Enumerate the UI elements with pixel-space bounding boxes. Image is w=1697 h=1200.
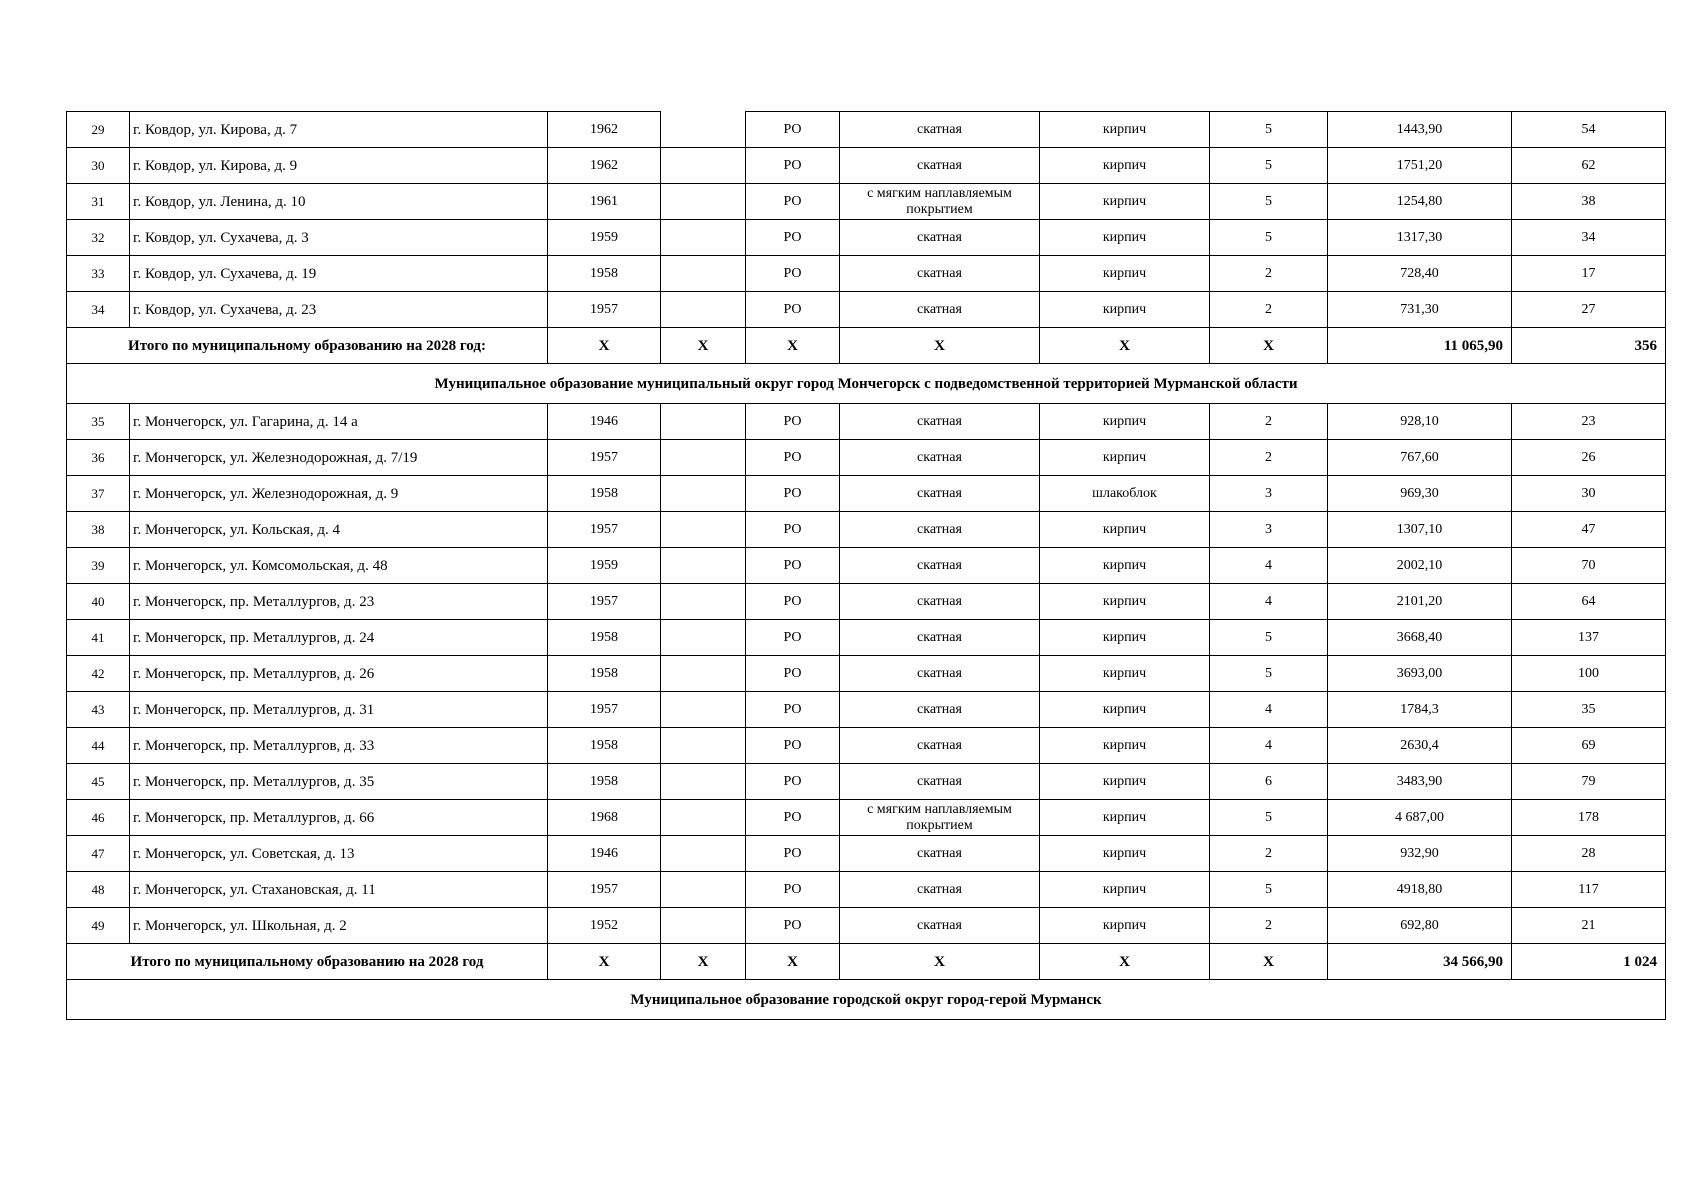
area-cell: 2630,4 <box>1328 728 1512 764</box>
total-x: X <box>840 944 1040 980</box>
residents-cell: 27 <box>1512 292 1666 328</box>
row-number: 43 <box>67 692 130 728</box>
row-number: 49 <box>67 908 130 944</box>
area-cell: 3668,40 <box>1328 620 1512 656</box>
address-cell: г. Мончегорск, ул. Железнодорожная, д. 9 <box>130 476 548 512</box>
year-cell: 1957 <box>548 292 661 328</box>
ro-cell: РО <box>746 256 840 292</box>
blank-cell <box>661 292 746 328</box>
address-cell: г. Ковдор, ул. Кирова, д. 7 <box>130 112 548 148</box>
residents-cell: 23 <box>1512 404 1666 440</box>
ro-cell: РО <box>746 656 840 692</box>
area-cell: 1443,90 <box>1328 112 1512 148</box>
floors-cell: 3 <box>1210 512 1328 548</box>
blank-cell <box>661 836 746 872</box>
wall-material-cell: кирпич <box>1040 620 1210 656</box>
floors-cell: 3 <box>1210 476 1328 512</box>
roof-type-cell: скатная <box>840 692 1040 728</box>
total-residents: 356 <box>1512 328 1666 364</box>
blank-cell <box>661 512 746 548</box>
year-cell: 1961 <box>548 184 661 220</box>
total-x: X <box>661 328 746 364</box>
roof-type-cell: скатная <box>840 256 1040 292</box>
row-number: 41 <box>67 620 130 656</box>
roof-type-cell: скатная <box>840 764 1040 800</box>
wall-material-cell: кирпич <box>1040 800 1210 836</box>
blank-cell <box>661 548 746 584</box>
row-number: 44 <box>67 728 130 764</box>
area-cell: 1784,3 <box>1328 692 1512 728</box>
ro-cell: РО <box>746 800 840 836</box>
floors-cell: 2 <box>1210 292 1328 328</box>
table-row <box>67 620 1666 656</box>
year-cell: 1962 <box>548 148 661 184</box>
ro-cell: РО <box>746 476 840 512</box>
address-cell: г. Ковдор, ул. Ленина, д. 10 <box>130 184 548 220</box>
residents-cell: 100 <box>1512 656 1666 692</box>
year-cell: 1958 <box>548 656 661 692</box>
wall-material-cell: кирпич <box>1040 512 1210 548</box>
roof-type-cell: скатная <box>840 872 1040 908</box>
total-x: X <box>548 328 661 364</box>
wall-material-cell: кирпич <box>1040 112 1210 148</box>
residents-cell: 26 <box>1512 440 1666 476</box>
address-cell: г. Мончегорск, пр. Металлургов, д. 33 <box>130 728 548 764</box>
table-row <box>67 184 1666 220</box>
floors-cell: 5 <box>1210 148 1328 184</box>
ro-cell: РО <box>746 404 840 440</box>
table-row <box>67 656 1666 692</box>
row-number: 34 <box>67 292 130 328</box>
table-row <box>67 292 1666 328</box>
wall-material-cell: кирпич <box>1040 404 1210 440</box>
roof-type-cell: скатная <box>840 512 1040 548</box>
floors-cell: 6 <box>1210 764 1328 800</box>
residents-cell: 47 <box>1512 512 1666 548</box>
year-cell: 1957 <box>548 872 661 908</box>
row-number: 48 <box>67 872 130 908</box>
blank-cell <box>661 656 746 692</box>
row-number: 32 <box>67 220 130 256</box>
blank-cell <box>661 872 746 908</box>
blank-cell <box>661 800 746 836</box>
floors-cell: 4 <box>1210 692 1328 728</box>
residents-cell: 79 <box>1512 764 1666 800</box>
blank-cell <box>661 404 746 440</box>
address-cell: г. Мончегорск, пр. Металлургов, д. 26 <box>130 656 548 692</box>
total-x: X <box>1210 328 1328 364</box>
table-row <box>67 692 1666 728</box>
ro-cell: РО <box>746 584 840 620</box>
total-x: X <box>548 944 661 980</box>
row-number: 42 <box>67 656 130 692</box>
table-row <box>67 908 1666 944</box>
address-cell: г. Мончегорск, ул. Железнодорожная, д. 7/19 <box>130 440 548 476</box>
roof-type-cell: скатная <box>840 836 1040 872</box>
total-row <box>67 328 1666 364</box>
residents-cell: 178 <box>1512 800 1666 836</box>
section-title: Муниципальное образование муниципальный округ город Мончегорск с подведомственной территорией Мурманской области <box>67 364 1666 404</box>
residents-cell: 21 <box>1512 908 1666 944</box>
total-x: X <box>746 328 840 364</box>
year-cell: 1968 <box>548 800 661 836</box>
year-cell: 1958 <box>548 620 661 656</box>
total-x: X <box>1210 944 1328 980</box>
row-number: 37 <box>67 476 130 512</box>
total-label: Итого по муниципальному образованию на 2028 год <box>67 944 548 980</box>
roof-type-cell: скатная <box>840 292 1040 328</box>
area-cell: 731,30 <box>1328 292 1512 328</box>
area-cell: 932,90 <box>1328 836 1512 872</box>
wall-material-cell: кирпич <box>1040 764 1210 800</box>
ro-cell: РО <box>746 220 840 256</box>
total-row <box>67 944 1666 980</box>
year-cell: 1946 <box>548 836 661 872</box>
address-cell: г. Ковдор, ул. Сухачева, д. 23 <box>130 292 548 328</box>
roof-type-cell: скатная <box>840 440 1040 476</box>
year-cell: 1962 <box>548 112 661 148</box>
row-number: 45 <box>67 764 130 800</box>
floors-cell: 4 <box>1210 584 1328 620</box>
wall-material-cell: кирпич <box>1040 692 1210 728</box>
section-title: Муниципальное образование городской округ город-герой Мурманск <box>67 980 1666 1020</box>
row-number: 33 <box>67 256 130 292</box>
floors-cell: 4 <box>1210 728 1328 764</box>
roof-type-cell: скатная <box>840 728 1040 764</box>
address-cell: г. Мончегорск, ул. Советская, д. 13 <box>130 836 548 872</box>
residents-cell: 69 <box>1512 728 1666 764</box>
roof-type-cell: скатная <box>840 908 1040 944</box>
ro-cell: РО <box>746 440 840 476</box>
roof-type-cell: скатная <box>840 476 1040 512</box>
wall-material-cell: кирпич <box>1040 728 1210 764</box>
total-x: X <box>1040 328 1210 364</box>
ro-cell: РО <box>746 112 840 148</box>
residents-cell: 137 <box>1512 620 1666 656</box>
residents-cell: 28 <box>1512 836 1666 872</box>
address-cell: г. Мончегорск, ул. Школьная, д. 2 <box>130 908 548 944</box>
wall-material-cell: кирпич <box>1040 256 1210 292</box>
blank-cell <box>661 908 746 944</box>
table-row <box>67 148 1666 184</box>
roof-type-cell: скатная <box>840 148 1040 184</box>
address-cell: г. Мончегорск, пр. Металлургов, д. 24 <box>130 620 548 656</box>
area-cell: 767,60 <box>1328 440 1512 476</box>
year-cell: 1957 <box>548 692 661 728</box>
ro-cell: РО <box>746 512 840 548</box>
blank-cell <box>661 728 746 764</box>
area-cell: 3693,00 <box>1328 656 1512 692</box>
area-cell: 2101,20 <box>1328 584 1512 620</box>
year-cell: 1957 <box>548 512 661 548</box>
area-cell: 3483,90 <box>1328 764 1512 800</box>
roof-type-cell: скатная <box>840 584 1040 620</box>
floors-cell: 5 <box>1210 872 1328 908</box>
blank-cell <box>661 184 746 220</box>
wall-material-cell: кирпич <box>1040 220 1210 256</box>
wall-material-cell: кирпич <box>1040 656 1210 692</box>
floors-cell: 5 <box>1210 620 1328 656</box>
residents-cell: 34 <box>1512 220 1666 256</box>
address-cell: г. Мончегорск, пр. Металлургов, д. 23 <box>130 584 548 620</box>
row-number: 39 <box>67 548 130 584</box>
address-cell: г. Мончегорск, пр. Металлургов, д. 31 <box>130 692 548 728</box>
table-row <box>67 404 1666 440</box>
table-row <box>67 764 1666 800</box>
table-row <box>67 800 1666 836</box>
wall-material-cell: кирпич <box>1040 836 1210 872</box>
total-x: X <box>1040 944 1210 980</box>
floors-cell: 2 <box>1210 836 1328 872</box>
area-cell: 928,10 <box>1328 404 1512 440</box>
table-row <box>67 512 1666 548</box>
wall-material-cell: кирпич <box>1040 548 1210 584</box>
blank-cell <box>661 584 746 620</box>
row-number: 31 <box>67 184 130 220</box>
roof-type-cell: скатная <box>840 548 1040 584</box>
floors-cell: 5 <box>1210 184 1328 220</box>
blank-cell <box>661 440 746 476</box>
area-cell: 969,30 <box>1328 476 1512 512</box>
year-cell: 1958 <box>548 256 661 292</box>
ro-cell: РО <box>746 148 840 184</box>
residents-cell: 35 <box>1512 692 1666 728</box>
wall-material-cell: кирпич <box>1040 584 1210 620</box>
blank-cell <box>661 692 746 728</box>
blank-cell <box>661 220 746 256</box>
table-row <box>67 836 1666 872</box>
ro-cell: РО <box>746 184 840 220</box>
roof-type-cell: скатная <box>840 220 1040 256</box>
ro-cell: РО <box>746 292 840 328</box>
table-row <box>67 440 1666 476</box>
floors-cell: 5 <box>1210 800 1328 836</box>
row-number: 40 <box>67 584 130 620</box>
area-cell: 1751,20 <box>1328 148 1512 184</box>
floors-cell: 2 <box>1210 908 1328 944</box>
table-row <box>67 256 1666 292</box>
total-area: 34 566,90 <box>1328 944 1512 980</box>
section-header-row <box>67 980 1666 1020</box>
area-cell: 4 687,00 <box>1328 800 1512 836</box>
roof-type-cell: с мягким наплавляемым покрытием <box>840 800 1040 836</box>
wall-material-cell: шлакоблок <box>1040 476 1210 512</box>
ro-cell: РО <box>746 548 840 584</box>
area-cell: 1307,10 <box>1328 512 1512 548</box>
table-row <box>67 872 1666 908</box>
address-cell: г. Мончегорск, пр. Металлургов, д. 35 <box>130 764 548 800</box>
area-cell: 692,80 <box>1328 908 1512 944</box>
wall-material-cell: кирпич <box>1040 184 1210 220</box>
residents-cell: 62 <box>1512 148 1666 184</box>
row-number: 35 <box>67 404 130 440</box>
residents-cell: 30 <box>1512 476 1666 512</box>
section-header-row <box>67 364 1666 404</box>
blank-cell <box>661 764 746 800</box>
total-area: 11 065,90 <box>1328 328 1512 364</box>
row-number: 36 <box>67 440 130 476</box>
wall-material-cell: кирпич <box>1040 440 1210 476</box>
year-cell: 1952 <box>548 908 661 944</box>
year-cell: 1959 <box>548 548 661 584</box>
residents-cell: 70 <box>1512 548 1666 584</box>
roof-type-cell: с мягким наплавляемым покрытием <box>840 184 1040 220</box>
wall-material-cell: кирпич <box>1040 908 1210 944</box>
row-number: 46 <box>67 800 130 836</box>
row-number: 38 <box>67 512 130 548</box>
table-row <box>67 220 1666 256</box>
residents-cell: 54 <box>1512 112 1666 148</box>
ro-cell: РО <box>746 764 840 800</box>
address-cell: г. Ковдор, ул. Кирова, д. 9 <box>130 148 548 184</box>
year-cell: 1946 <box>548 404 661 440</box>
ro-cell: РО <box>746 692 840 728</box>
blank-cell <box>661 148 746 184</box>
address-cell: г. Мончегорск, ул. Кольская, д. 4 <box>130 512 548 548</box>
floors-cell: 2 <box>1210 404 1328 440</box>
wall-material-cell: кирпич <box>1040 872 1210 908</box>
year-cell: 1958 <box>548 476 661 512</box>
ro-cell: РО <box>746 908 840 944</box>
roof-type-cell: скатная <box>840 112 1040 148</box>
housing-table <box>66 111 1666 1020</box>
total-x: X <box>661 944 746 980</box>
floors-cell: 5 <box>1210 656 1328 692</box>
address-cell: г. Мончегорск, ул. Гагарина, д. 14 а <box>130 404 548 440</box>
wall-material-cell: кирпич <box>1040 148 1210 184</box>
roof-type-cell: скатная <box>840 620 1040 656</box>
area-cell: 1317,30 <box>1328 220 1512 256</box>
area-cell: 1254,80 <box>1328 184 1512 220</box>
table-row <box>67 112 1666 148</box>
residents-cell: 17 <box>1512 256 1666 292</box>
total-x: X <box>840 328 1040 364</box>
address-cell: г. Ковдор, ул. Сухачева, д. 19 <box>130 256 548 292</box>
wall-material-cell: кирпич <box>1040 292 1210 328</box>
total-label: Итого по муниципальному образованию на 2028 год: <box>67 328 548 364</box>
residents-cell: 117 <box>1512 872 1666 908</box>
total-x: X <box>746 944 840 980</box>
address-cell: г. Ковдор, ул. Сухачева, д. 3 <box>130 220 548 256</box>
row-number: 29 <box>67 112 130 148</box>
total-residents: 1 024 <box>1512 944 1666 980</box>
area-cell: 728,40 <box>1328 256 1512 292</box>
address-cell: г. Мончегорск, ул. Стахановская, д. 11 <box>130 872 548 908</box>
year-cell: 1958 <box>548 764 661 800</box>
ro-cell: РО <box>746 836 840 872</box>
row-number: 47 <box>67 836 130 872</box>
area-cell: 4918,80 <box>1328 872 1512 908</box>
ro-cell: РО <box>746 620 840 656</box>
blank-cell <box>661 112 746 148</box>
table-row <box>67 728 1666 764</box>
floors-cell: 4 <box>1210 548 1328 584</box>
address-cell: г. Мончегорск, ул. Комсомольская, д. 48 <box>130 548 548 584</box>
address-cell: г. Мончегорск, пр. Металлургов, д. 66 <box>130 800 548 836</box>
year-cell: 1959 <box>548 220 661 256</box>
table-row <box>67 584 1666 620</box>
floors-cell: 5 <box>1210 220 1328 256</box>
floors-cell: 5 <box>1210 112 1328 148</box>
year-cell: 1957 <box>548 440 661 476</box>
blank-cell <box>661 476 746 512</box>
residents-cell: 38 <box>1512 184 1666 220</box>
table-row <box>67 548 1666 584</box>
year-cell: 1957 <box>548 584 661 620</box>
row-number: 30 <box>67 148 130 184</box>
roof-type-cell: скатная <box>840 656 1040 692</box>
residents-cell: 64 <box>1512 584 1666 620</box>
area-cell: 2002,10 <box>1328 548 1512 584</box>
year-cell: 1958 <box>548 728 661 764</box>
blank-cell <box>661 620 746 656</box>
ro-cell: РО <box>746 728 840 764</box>
ro-cell: РО <box>746 872 840 908</box>
floors-cell: 2 <box>1210 256 1328 292</box>
table-row <box>67 476 1666 512</box>
floors-cell: 2 <box>1210 440 1328 476</box>
blank-cell <box>661 256 746 292</box>
roof-type-cell: скатная <box>840 404 1040 440</box>
